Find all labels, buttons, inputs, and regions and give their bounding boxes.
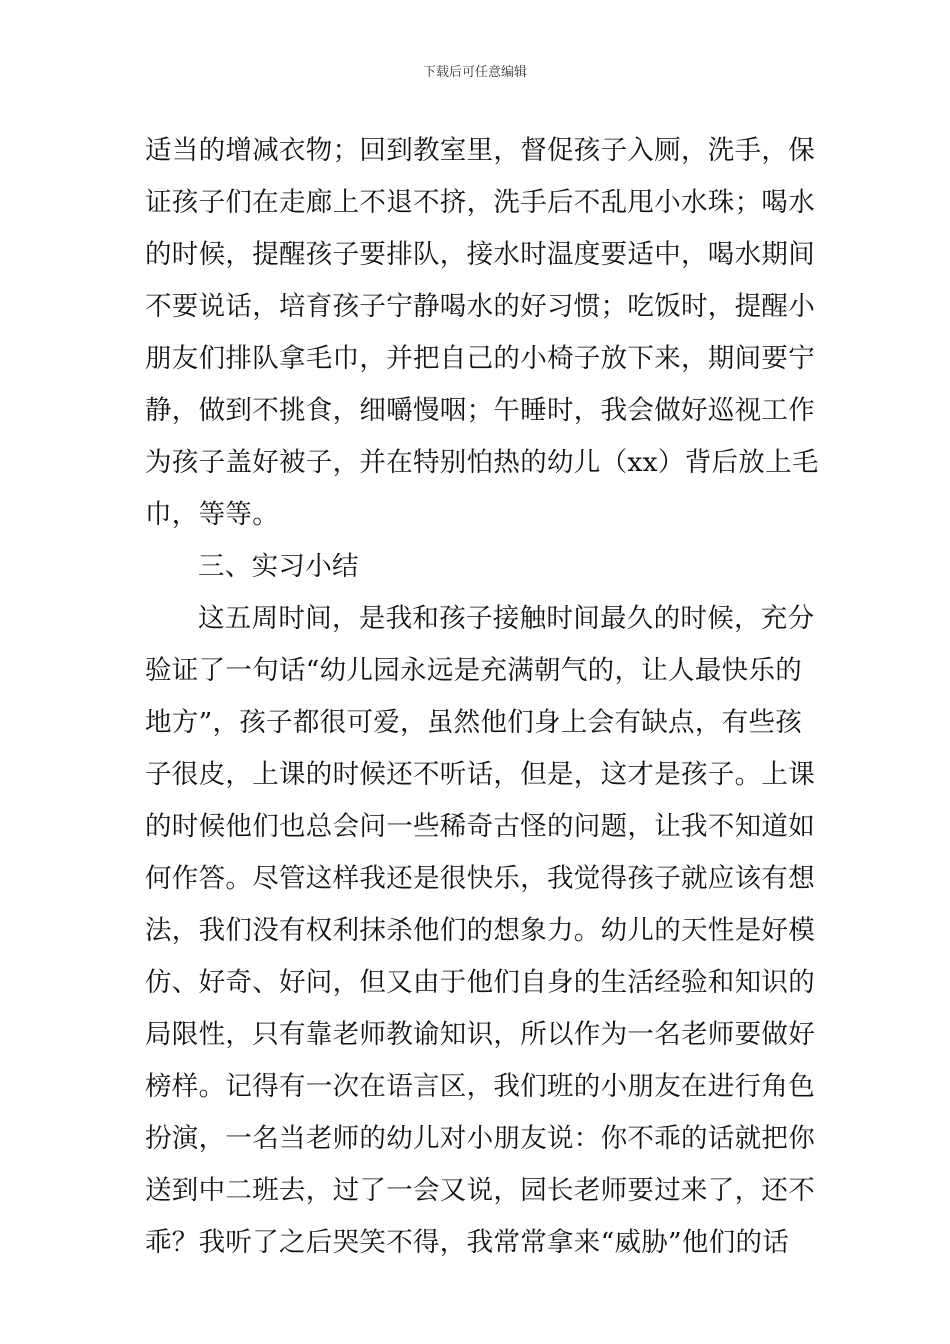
text-line: 不要说话，培育孩子宁静喝水的好习惯；吃饭时，提醒小	[145, 291, 815, 322]
text-line: 为孩子盖好被子，并在特别怕热的幼儿（xx）背后放上毛	[145, 447, 819, 478]
text-line: 的时候，提醒孩子要排队，接水时温度要适中，喝水期间	[145, 239, 815, 270]
section-heading: 三、实习小结	[198, 551, 359, 582]
text-line: 扮演，一名当老师的幼儿对小朋友说：你不乖的话就把你	[145, 1123, 815, 1154]
page-header-note: 下载后可任意编辑	[422, 65, 527, 80]
text-line: 适当的增减衣物；回到教室里，督促孩子入厕，洗手，保	[145, 135, 815, 166]
text-line: 证孩子们在走廊上不退不挤，洗手后不乱甩小水珠；喝水	[145, 187, 815, 218]
text-line: 法，我们没有权利抹杀他们的想象力。幼儿的天性是好模	[145, 915, 815, 946]
text-line: 乖？我听了之后哭笑不得，我常常拿来“威胁”他们的话	[145, 1227, 790, 1258]
text-line: 静，做到不挑食，细嚼慢咽；午睡时，我会做好巡视工作	[145, 395, 815, 426]
text-line: 送到中二班去，过了一会又说，园长老师要过来了，还不	[145, 1175, 815, 1206]
text-line: 的时候他们也总会问一些稀奇古怪的问题，让我不知道如	[145, 811, 815, 842]
text-line: 巾，等等。	[145, 499, 279, 530]
text-line: 榜样。记得有一次在语言区，我们班的小朋友在进行角色	[145, 1071, 815, 1102]
document-body	[145, 125, 819, 1269]
text-line: 局限性，只有靠老师教谕知识，所以作为一名老师要做好	[145, 1019, 815, 1050]
text-line: 仿、好奇、好问，但又由于他们自身的生活经验和知识的	[145, 967, 815, 998]
text-line: 子很皮，上课的时候还不听话，但是，这才是孩子。上课	[145, 759, 815, 790]
text-line: 朋友们排队拿毛巾，并把自己的小椅子放下来，期间要宁	[145, 343, 815, 374]
text-line: 验证了一句话“幼儿园永远是充满朝气的，让人最快乐的	[145, 655, 803, 686]
text-line: 何作答。尽管这样我还是很快乐，我觉得孩子就应该有想	[145, 863, 815, 894]
text-line: 地方”，孩子都很可爱，虽然他们身上会有缺点，有些孩	[145, 707, 803, 738]
text-line: 这五周时间，是我和孩子接触时间最久的时候，充分	[198, 603, 815, 634]
